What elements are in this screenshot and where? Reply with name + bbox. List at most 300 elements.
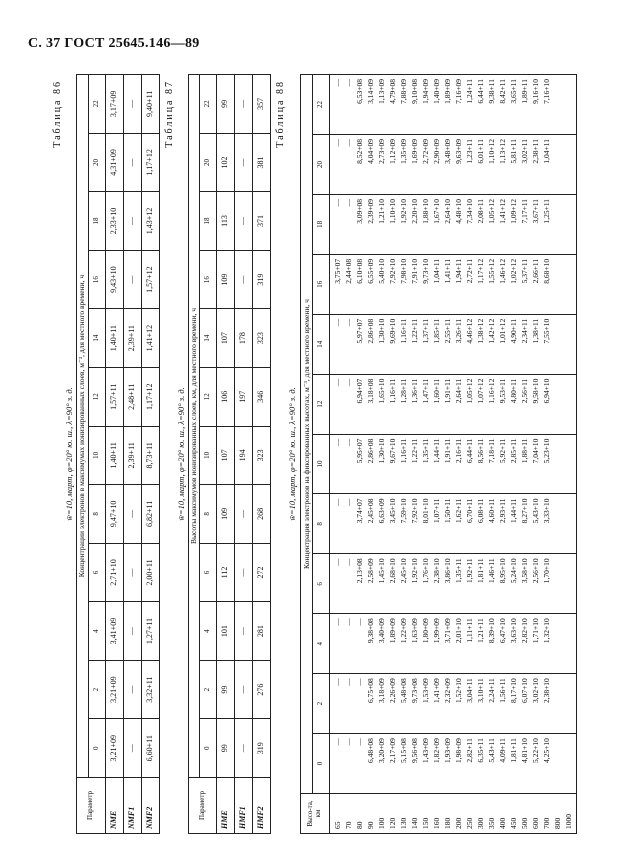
value-cell: 2,93+11: [497, 494, 508, 554]
value-cell: 9,40+11: [141, 75, 159, 134]
value-cell: 6,63+09: [376, 494, 387, 554]
value-cell: 1,09+12: [508, 194, 519, 254]
table-row: [453, 75, 464, 834]
value-cell: —: [343, 674, 354, 734]
value-cell: 8,17+10: [508, 674, 519, 734]
value-cell: 1,35+11: [420, 434, 431, 494]
value-cell: —: [354, 674, 365, 734]
value-cell: —: [343, 554, 354, 614]
height-cell: 70: [343, 794, 354, 834]
value-cell: 4,80+11: [508, 374, 519, 434]
value-cell: —: [123, 133, 141, 192]
table-row: [217, 75, 235, 834]
value-cell: 1,80+09: [420, 614, 431, 674]
value-cell: 1,12+09: [387, 135, 398, 195]
value-cell: [563, 494, 577, 554]
height-cell: 100: [376, 794, 387, 834]
value-cell: 2,01+10: [453, 614, 464, 674]
value-cell: 2,26+09: [387, 674, 398, 734]
table-row: [343, 75, 354, 834]
value-cell: 2,71+10: [105, 543, 123, 602]
value-cell: 9,56+08: [409, 734, 420, 794]
value-cell: 2,90+09: [431, 135, 442, 195]
value-cell: 7,91+10: [409, 254, 420, 314]
value-cell: 1,04+11: [431, 254, 442, 314]
value-cell: 5,24+10: [508, 554, 519, 614]
hour-header: 22: [88, 75, 105, 134]
value-cell: 9,73+08: [409, 674, 420, 734]
value-cell: 109: [217, 485, 235, 544]
height-cell: 250: [464, 794, 475, 834]
value-cell: 9,53+11: [497, 374, 508, 434]
hour-header: 16: [312, 254, 329, 314]
value-cell: 2,16+11: [453, 434, 464, 494]
value-cell: 5,97+07: [354, 314, 365, 374]
value-cell: 2,82+11: [464, 734, 475, 794]
value-cell: 9,47+10: [105, 485, 123, 544]
value-cell: 9,10+08: [409, 75, 420, 135]
value-cell: 4,60+11: [486, 494, 497, 554]
value-cell: —: [235, 250, 253, 309]
value-cell: 5,23+10: [541, 434, 552, 494]
value-cell: 1,13+09: [376, 75, 387, 135]
table-row: [508, 75, 519, 834]
value-cell: 2,39+09: [365, 194, 376, 254]
value-cell: 1,46+11: [486, 554, 497, 614]
hour-header: 20: [200, 133, 217, 192]
table87-param-header: Параметр: [188, 778, 216, 834]
value-cell: 1,16+12: [486, 374, 497, 434]
value-cell: 1,22+11: [409, 434, 420, 494]
value-cell: 7,18+11: [486, 434, 497, 494]
hour-header: 20: [312, 135, 329, 195]
value-cell: 1,45+10: [376, 554, 387, 614]
value-cell: 2,64+11: [453, 374, 464, 434]
param-name: NMF2: [141, 778, 159, 834]
value-cell: —: [343, 135, 354, 195]
value-cell: —: [329, 434, 343, 494]
height-cell: 120: [387, 794, 398, 834]
table86-caption: Таблица 86: [52, 80, 63, 148]
table-row: [431, 75, 442, 834]
table-row: [387, 75, 398, 834]
value-cell: [563, 135, 577, 195]
value-cell: 2,33+10: [105, 192, 123, 251]
value-cell: —: [343, 75, 354, 135]
hour-header: 14: [312, 314, 329, 374]
value-cell: 6,47+10: [497, 614, 508, 674]
value-cell: 7,59+10: [398, 494, 409, 554]
value-cell: 8,56+11: [475, 434, 486, 494]
table88-caption: Таблица 88: [275, 80, 287, 148]
hour-header: 16: [200, 250, 217, 309]
hour-header: 12: [88, 367, 105, 426]
param-name: NME: [105, 778, 123, 834]
value-cell: 4,31+09: [105, 133, 123, 192]
value-cell: 4,79+08: [387, 75, 398, 135]
table-row: [552, 75, 563, 834]
table87-body: [217, 75, 271, 834]
height-cell: 700: [541, 794, 552, 834]
value-cell: 1,67+10: [431, 194, 442, 254]
value-cell: 1,44+11: [508, 494, 519, 554]
table87-hours-row: [200, 75, 217, 834]
hour-header: 6: [312, 554, 329, 614]
table-row: [354, 75, 365, 834]
value-cell: 2,48+11: [123, 367, 141, 426]
value-cell: 6,53+08: [354, 75, 365, 135]
value-cell: 5,15+08: [398, 734, 409, 794]
height-cell: 1000: [563, 794, 577, 834]
table-row: [442, 75, 453, 834]
value-cell: 2,73+09: [376, 135, 387, 195]
value-cell: 1,17+12: [141, 133, 159, 192]
value-cell: —: [235, 133, 253, 192]
value-cell: [552, 614, 563, 674]
value-cell: 7,34+10: [464, 194, 475, 254]
table-row: [141, 75, 159, 834]
table87-subtitle: w̄=10, март, φ=20° ю. ш., λ=90° з. д.: [175, 387, 186, 521]
hour-header: 4: [312, 614, 329, 674]
value-cell: 1,85+11: [431, 314, 442, 374]
height-cell: 350: [486, 794, 497, 834]
table-row: [420, 75, 431, 834]
value-cell: 109: [217, 250, 235, 309]
value-cell: 8,27+10: [519, 494, 530, 554]
value-cell: 2,56+10: [530, 554, 541, 614]
value-cell: 194: [235, 426, 253, 485]
value-cell: 1,10+10: [387, 194, 398, 254]
value-cell: 272: [253, 543, 271, 602]
value-cell: 5,40+10: [376, 254, 387, 314]
value-cell: 276: [253, 660, 271, 719]
value-cell: 8,68+10: [541, 254, 552, 314]
value-cell: 9,16+10: [530, 75, 541, 135]
value-cell: [552, 314, 563, 374]
value-cell: 1,32+10: [541, 614, 552, 674]
value-cell: 3,18+09: [376, 674, 387, 734]
hour-header: 8: [88, 485, 105, 544]
value-cell: —: [343, 614, 354, 674]
value-cell: 2,45+10: [398, 554, 409, 614]
rotated-tables: [52, 74, 598, 834]
table87-caption: Таблица 87: [163, 80, 175, 148]
value-cell: —: [235, 660, 253, 719]
height-cell: 500: [519, 794, 530, 834]
hour-header: 22: [312, 75, 329, 135]
value-cell: 1,38+12: [475, 314, 486, 374]
value-cell: 1,30+10: [376, 314, 387, 374]
table88-hours-row: [312, 75, 329, 834]
value-cell: 1,91+11: [442, 434, 453, 494]
value-cell: 1,52+10: [453, 674, 464, 734]
value-cell: [563, 374, 577, 434]
value-cell: 7,16+10: [541, 75, 552, 135]
value-cell: 1,35+11: [453, 554, 464, 614]
value-cell: 1,92+10: [409, 554, 420, 614]
hour-header: 16: [88, 250, 105, 309]
value-cell: 3,75+07: [329, 254, 343, 314]
hour-header: 8: [312, 494, 329, 554]
value-cell: 5,43+11: [486, 734, 497, 794]
page-header: С. 37 ГОСТ 25645.146—89: [28, 36, 200, 51]
table-row: [541, 75, 552, 834]
value-cell: 1,22+11: [409, 314, 420, 374]
value-cell: 6,44+11: [475, 75, 486, 135]
value-cell: 1,43+12: [141, 192, 159, 251]
value-cell: 1,21+10: [376, 194, 387, 254]
value-cell: 3,48+09: [442, 135, 453, 195]
value-cell: 1,81+11: [475, 554, 486, 614]
height-cell: 150: [420, 794, 431, 834]
table86-header-row: [77, 75, 88, 834]
value-cell: 1,41+09: [431, 674, 442, 734]
value-cell: [563, 194, 577, 254]
value-cell: 1,81+11: [508, 734, 519, 794]
value-cell: 1,62+11: [453, 494, 464, 554]
value-cell: 2,17+09: [387, 734, 398, 794]
value-cell: —: [329, 674, 343, 734]
value-cell: 1,92+11: [464, 554, 475, 614]
value-cell: —: [123, 75, 141, 134]
value-cell: 3,14+09: [365, 75, 376, 135]
value-cell: 3,21+09: [105, 719, 123, 778]
value-cell: 1,04+11: [541, 135, 552, 195]
value-cell: —: [354, 734, 365, 794]
value-cell: 2,85+11: [508, 434, 519, 494]
table86-param-header: Параметр: [77, 778, 105, 834]
value-cell: 1,36+11: [409, 374, 420, 434]
value-cell: 5,95+07: [354, 434, 365, 494]
value-cell: —: [123, 250, 141, 309]
value-cell: 8,73+11: [141, 426, 159, 485]
table-row: [365, 75, 376, 834]
value-cell: 9,67+10: [387, 434, 398, 494]
value-cell: 101: [217, 602, 235, 661]
param-name: NMF1: [123, 778, 141, 834]
value-cell: 3,10+11: [475, 674, 486, 734]
value-cell: 381: [253, 133, 271, 192]
value-cell: 2,56+11: [519, 374, 530, 434]
height-cell: 300: [475, 794, 486, 834]
value-cell: 5,43+10: [530, 494, 541, 554]
value-cell: 1,40+11: [105, 426, 123, 485]
value-cell: 3,65+11: [508, 75, 519, 135]
value-cell: 7,17+11: [519, 194, 530, 254]
value-cell: 1,07+12: [475, 374, 486, 434]
value-cell: 1,05+12: [486, 194, 497, 254]
value-cell: —: [235, 192, 253, 251]
value-cell: 1,56+11: [497, 674, 508, 734]
hour-header: 18: [200, 192, 217, 251]
value-cell: 6,94+07: [354, 374, 365, 434]
value-cell: 1,30+10: [376, 434, 387, 494]
value-cell: 3,09+08: [354, 194, 365, 254]
value-cell: 3,40+09: [376, 614, 387, 674]
value-cell: 1,69+09: [409, 135, 420, 195]
height-cell: 65: [329, 794, 343, 834]
value-cell: 9,63+09: [453, 135, 464, 195]
value-cell: 4,48+10: [453, 194, 464, 254]
value-cell: 2,55+11: [442, 314, 453, 374]
hour-header: 10: [200, 426, 217, 485]
hour-header: 6: [88, 543, 105, 602]
value-cell: 2,64+10: [442, 194, 453, 254]
value-cell: 1,11+11: [464, 614, 475, 674]
value-cell: 323: [253, 426, 271, 485]
height-cell: 160: [431, 794, 442, 834]
value-cell: 2,13+08: [354, 554, 365, 614]
table-row: [409, 75, 420, 834]
value-cell: [552, 75, 563, 135]
value-cell: 1,22+09: [398, 614, 409, 674]
table-row: [475, 75, 486, 834]
value-cell: —: [343, 494, 354, 554]
value-cell: 1,23+11: [464, 135, 475, 195]
value-cell: 107: [217, 426, 235, 485]
value-cell: 1,40+09: [431, 75, 442, 135]
value-cell: [552, 494, 563, 554]
value-cell: 2,20+10: [409, 194, 420, 254]
value-cell: 1,42+12: [486, 314, 497, 374]
value-cell: [563, 614, 577, 674]
value-cell: —: [123, 543, 141, 602]
table86-title: Концентрации электронов в максимумах ионизированных слоев, м⁻³, для местного времени, ч: [77, 75, 88, 778]
value-cell: —: [329, 314, 343, 374]
value-cell: 4,90+11: [508, 314, 519, 374]
value-cell: 3,02+11: [519, 135, 530, 195]
table88: [300, 74, 577, 834]
value-cell: 3,26+11: [453, 314, 464, 374]
table88-subtitle: w̄=10, март, φ=20° ю. ш., λ=90° з. д.: [287, 387, 298, 521]
value-cell: 1,27+11: [141, 602, 159, 661]
value-cell: 2,58+09: [365, 554, 376, 614]
value-cell: 7,98+10: [398, 254, 409, 314]
value-cell: —: [329, 614, 343, 674]
value-cell: 5,81+11: [508, 135, 519, 195]
value-cell: [552, 554, 563, 614]
value-cell: 4,81+10: [519, 734, 530, 794]
value-cell: —: [329, 135, 343, 195]
table88-header-row: [300, 75, 312, 834]
table-row: [563, 75, 577, 834]
value-cell: —: [235, 602, 253, 661]
value-cell: 1,57+11: [105, 367, 123, 426]
value-cell: 107: [217, 309, 235, 368]
value-cell: 1,47+11: [420, 374, 431, 434]
value-cell: 1,07+11: [431, 494, 442, 554]
value-cell: 281: [253, 602, 271, 661]
value-cell: [552, 374, 563, 434]
value-cell: 2,44+08: [343, 254, 354, 314]
value-cell: 1,43+09: [420, 734, 431, 794]
value-cell: 6,60+11: [141, 719, 159, 778]
value-cell: 2,34+11: [519, 314, 530, 374]
hour-header: 22: [200, 75, 217, 134]
value-cell: 99: [217, 75, 235, 134]
value-cell: 6,08+11: [475, 494, 486, 554]
value-cell: —: [235, 485, 253, 544]
table-row: [123, 75, 141, 834]
value-cell: 1,40+11: [105, 309, 123, 368]
value-cell: 1,37+11: [420, 314, 431, 374]
value-cell: 1,65+10: [376, 374, 387, 434]
value-cell: [552, 194, 563, 254]
table86: [76, 74, 159, 834]
value-cell: 319: [253, 719, 271, 778]
table-row: [519, 75, 530, 834]
height-cell: 450: [508, 794, 519, 834]
value-cell: 4,46+12: [464, 314, 475, 374]
value-cell: —: [123, 660, 141, 719]
value-cell: —: [343, 314, 354, 374]
value-cell: [563, 254, 577, 314]
value-cell: 1,71+10: [530, 614, 541, 674]
value-cell: 1,55+12: [486, 254, 497, 314]
value-cell: 9,38+08: [365, 614, 376, 674]
value-cell: 3,17+09: [105, 75, 123, 134]
value-cell: 3,18+08: [365, 374, 376, 434]
value-cell: 5,92+11: [497, 434, 508, 494]
value-cell: 6,48+08: [365, 734, 376, 794]
value-cell: 102: [217, 133, 235, 192]
value-cell: 1,63+09: [409, 614, 420, 674]
value-cell: [552, 434, 563, 494]
value-cell: 1,98+09: [453, 734, 464, 794]
height-cell: 180: [442, 794, 453, 834]
value-cell: 9,43+10: [105, 250, 123, 309]
value-cell: 1,16+11: [398, 314, 409, 374]
hour-header: 18: [312, 194, 329, 254]
value-cell: 1,50+11: [442, 494, 453, 554]
value-cell: 1,44+11: [431, 434, 442, 494]
hour-header: 6: [200, 543, 217, 602]
param-name: HMF2: [253, 778, 271, 834]
value-cell: 3,41+09: [105, 602, 123, 661]
value-cell: 4,09+11: [497, 734, 508, 794]
value-cell: 106: [217, 367, 235, 426]
table-row: [253, 75, 271, 834]
height-cell: 130: [398, 794, 409, 834]
value-cell: —: [329, 374, 343, 434]
value-cell: 8,39+10: [486, 614, 497, 674]
value-cell: 1,91+11: [442, 374, 453, 434]
value-cell: —: [329, 75, 343, 135]
value-cell: 1,13+12: [497, 135, 508, 195]
value-cell: 3,71+09: [442, 614, 453, 674]
value-cell: —: [354, 614, 365, 674]
value-cell: [563, 75, 577, 135]
value-cell: [552, 734, 563, 794]
value-cell: 1,35+09: [398, 135, 409, 195]
value-cell: 1,01+12: [497, 314, 508, 374]
height-cell: 600: [530, 794, 541, 834]
value-cell: 9,38+11: [486, 75, 497, 135]
value-cell: 1,02+12: [508, 254, 519, 314]
value-cell: [563, 734, 577, 794]
value-cell: 1,76+10: [420, 554, 431, 614]
value-cell: —: [343, 374, 354, 434]
value-cell: 4,25+10: [541, 734, 552, 794]
value-cell: 3,63+10: [508, 614, 519, 674]
value-cell: [563, 434, 577, 494]
value-cell: 3,45+10: [387, 494, 398, 554]
table-row: [329, 75, 343, 834]
table-row: [105, 75, 123, 834]
table87-title: Высоты максимумов ионизированных слоев, км, для местного времени, ч: [188, 75, 199, 778]
value-cell: 1,99+09: [431, 614, 442, 674]
value-cell: 6,70+11: [464, 494, 475, 554]
